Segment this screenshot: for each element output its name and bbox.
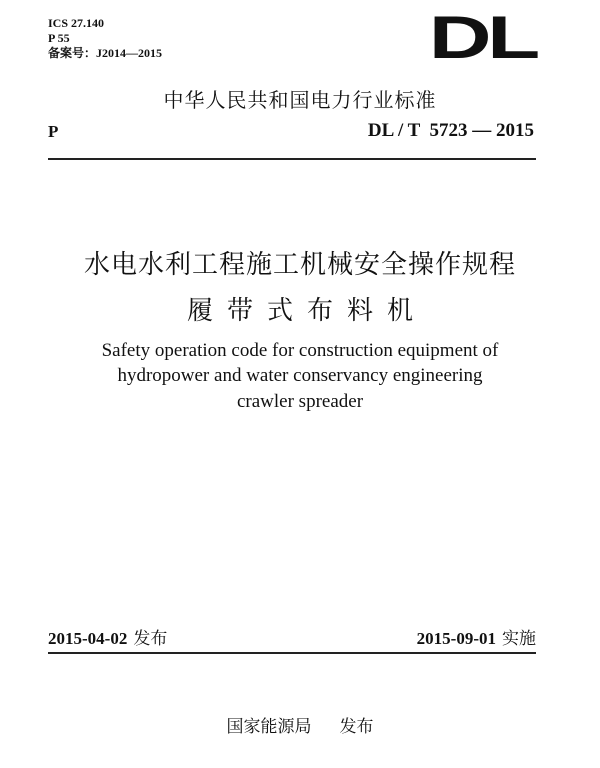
english-title-line-1: Safety operation code for construction equipment of [101, 340, 499, 361]
national-standard-title: 中华人民共和国电力行业标准 [163, 88, 437, 112]
issuing-authority [0, 712, 600, 737]
bottom-divider [48, 652, 536, 654]
ics-code: ICS 27.140 [48, 16, 105, 30]
chinese-subtitle: 履带式布料机 [186, 296, 427, 326]
english-title-line-2: hydropower and water conservancy engineering [117, 365, 483, 386]
classification-code: P 55 [48, 31, 70, 45]
effective-date [417, 624, 536, 649]
filing-number: 备案号：J2014—2015 [48, 46, 163, 60]
dl-logo: DL [428, 4, 536, 71]
issuer-action: 发布 [339, 717, 374, 737]
standard-number: DL / T 5723 — 2015 [367, 120, 534, 141]
category-letter: P [48, 122, 59, 141]
issue-label: 发布 [133, 629, 168, 649]
english-title-line-3: crawler spreader [236, 391, 364, 412]
issue-date-value: 2015-04-02 [48, 629, 128, 648]
effective-date-value: 2015-09-01 [416, 629, 496, 648]
top-divider [48, 158, 536, 160]
issuer-name: 国家能源局 [226, 717, 312, 737]
effective-label: 实施 [502, 629, 536, 649]
issue-date [48, 624, 167, 649]
chinese-title: 水电水利工程施工机械安全操作规程 [83, 250, 516, 280]
